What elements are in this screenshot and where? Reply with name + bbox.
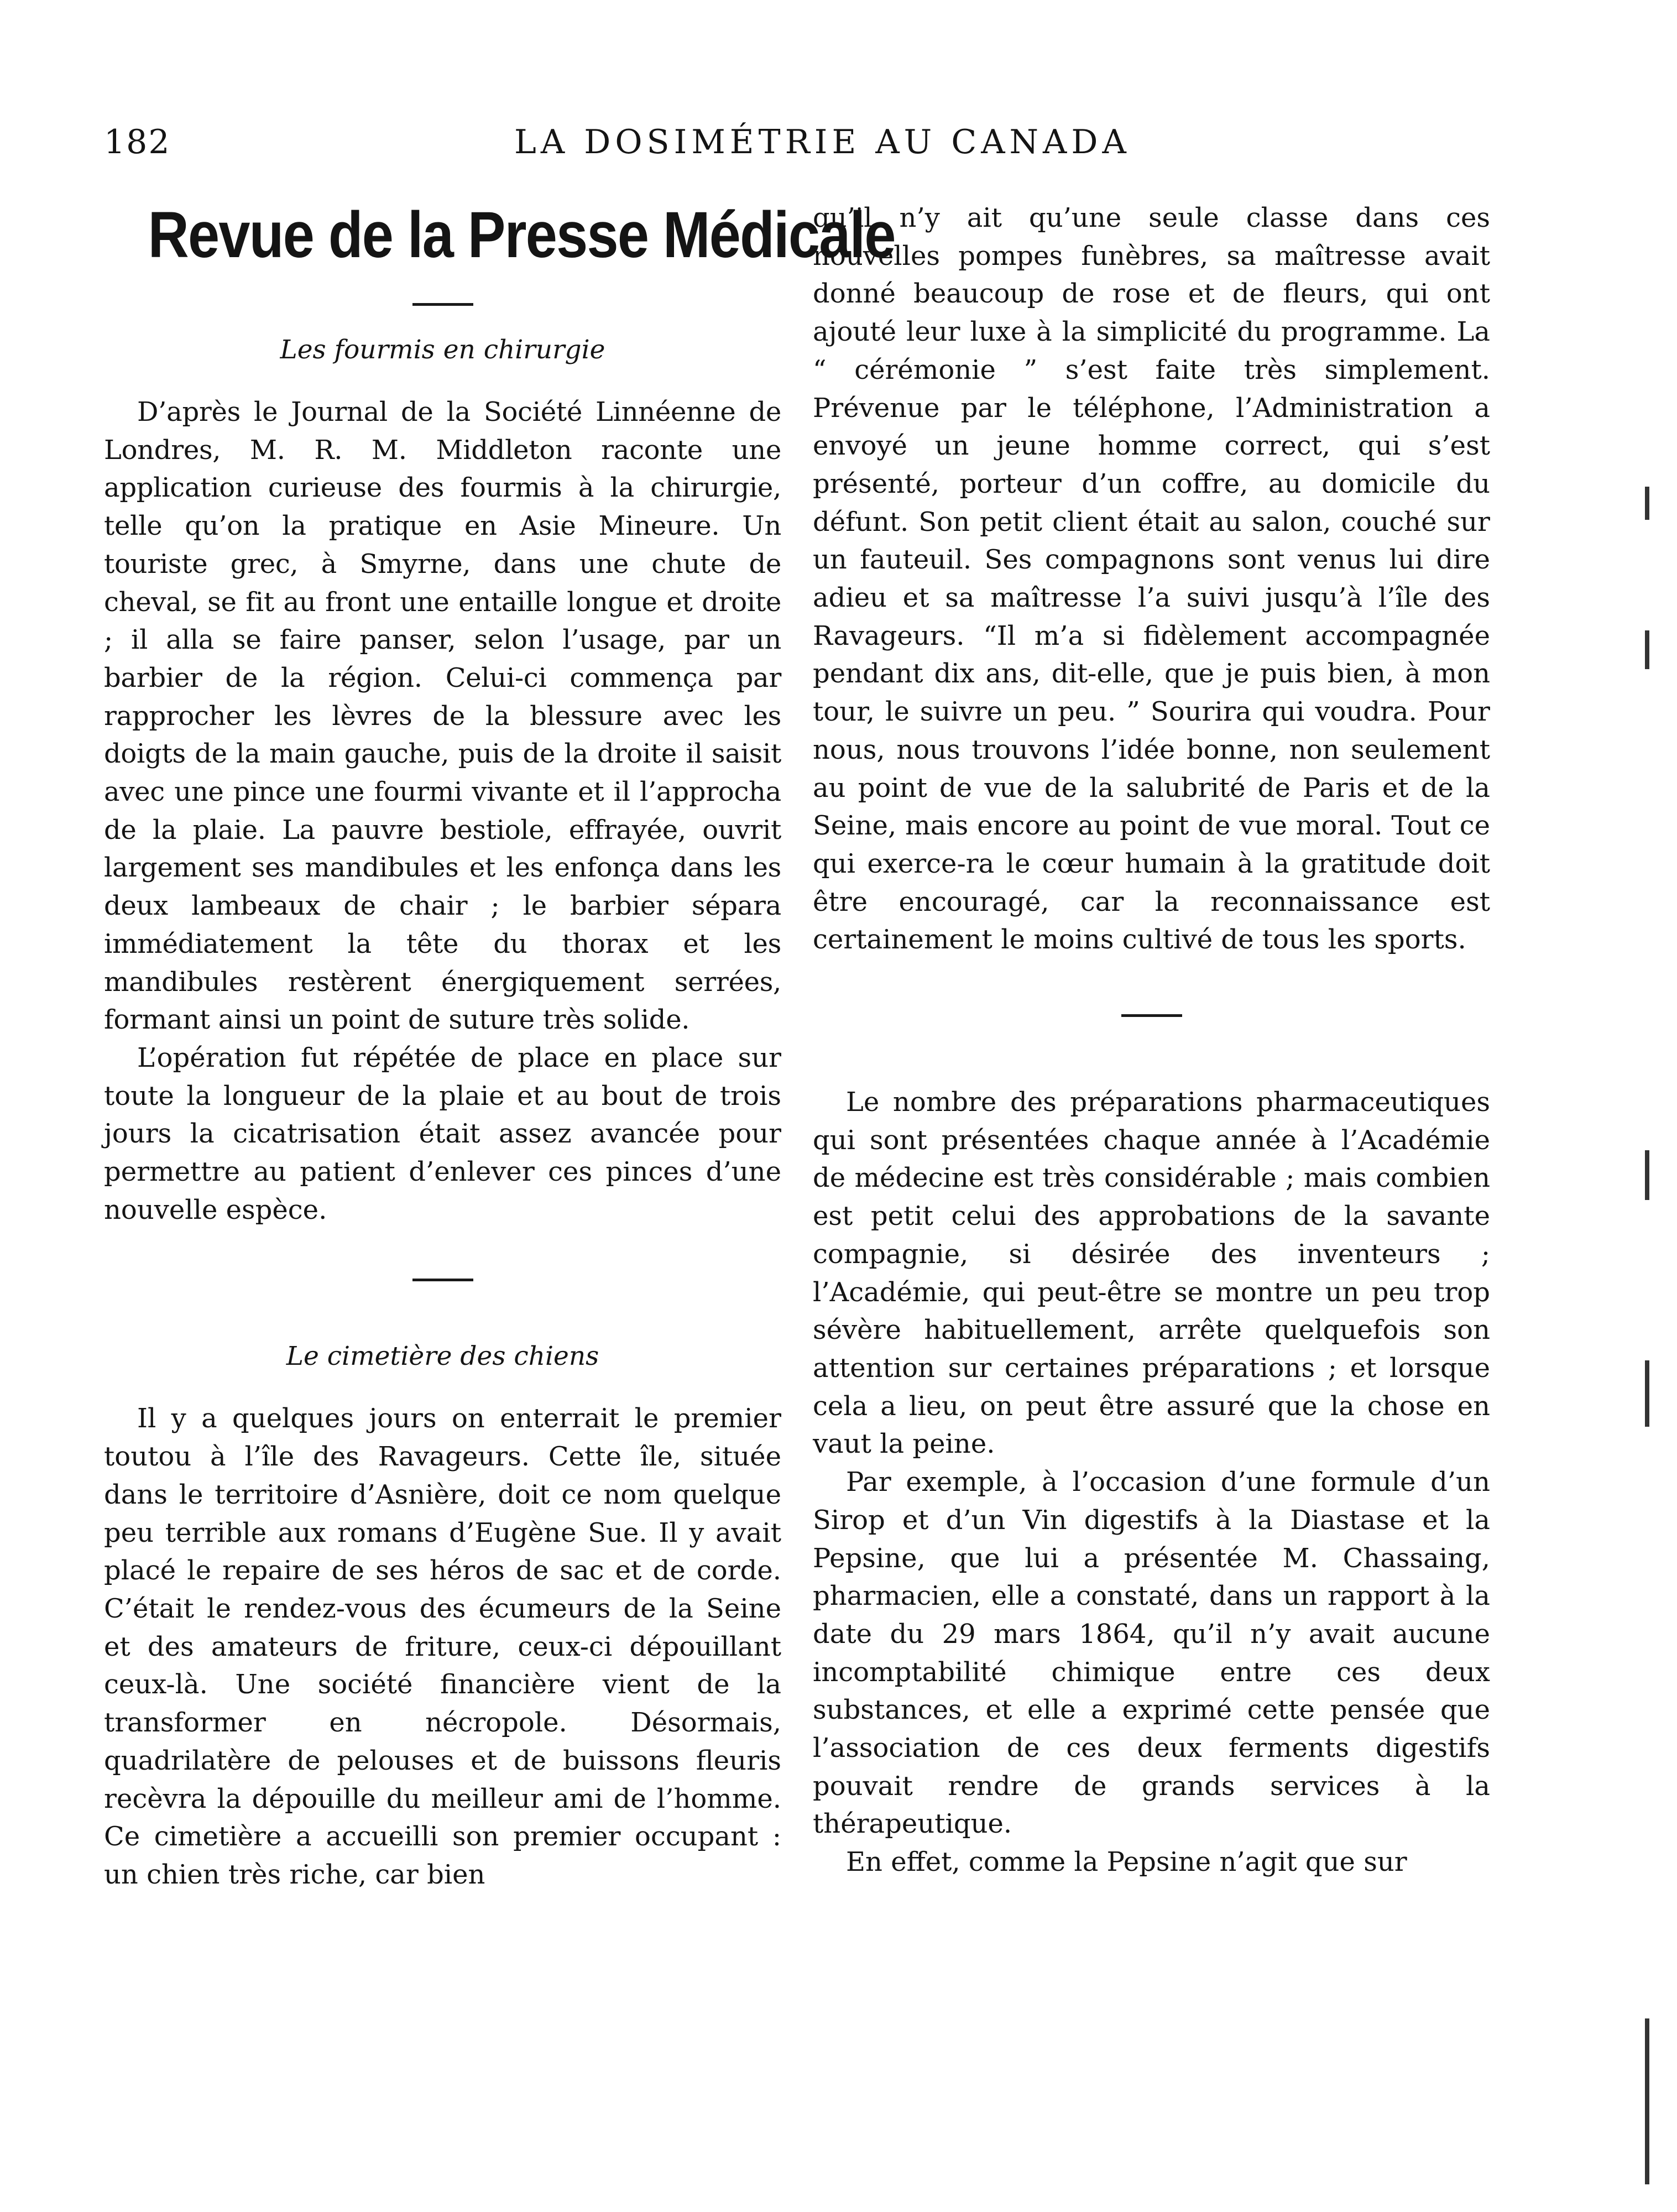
section-heading-ants: Les fourmis en chirurgie [280, 335, 605, 365]
ants-paragraph-2: L’opération fut répétée de place en place sur toute la longueur de la plaie et au bout de trois jours la cicatrisation était assez avancée pour permettre au patient d’enlever ces pinces d’une nouvelle espèce. [104, 1042, 781, 1225]
scan-edge-mark [1645, 2018, 1649, 2184]
running-title: LA DOSIMÉTRIE AU CANADA [514, 123, 1131, 161]
section-divider [412, 1279, 473, 1281]
left-column [104, 199, 895, 1894]
cemetery-paragraph-start: Il y a quelques jours on enterrait le premier toutou à l’île des Ravageurs. Cette île, située dans le territoire d’Asnière, doit ce nom quelque peu terrible aux romans d’Eugène Sue. Il y avait placé le repaire de ses héros de sac et de corde. C’était le rendez-vous des écumeurs de la Seine et des amateurs de friture, ceux-ci dépouillant ceux-là. Une société financière vient de la transformer en nécropole. Désormais, quadrilatère de pelouses et de buissons fleuris recèvra la dépouille du meilleur ami de l’homme. Ce cimetière a accueilli son premier occupant : un chien très riche, car bien [104, 1403, 781, 1890]
scan-edge-mark [1645, 1150, 1649, 1200]
page-number: 182 [104, 123, 171, 161]
scan-edge-mark [1645, 1360, 1649, 1427]
section-heading-cemetery: Le cimetière des chiens [286, 1341, 599, 1372]
ants-paragraph-1: D’après le Journal de la Société Linnéenne de Londres, M. R. M. Middleton raconte une application curieuse des fourmis à la chirurgie, telle qu’on la pratique en Asie Mineure. Un touriste grec, à Smyrne, dans une chute de cheval, se fit au front une entaille longue et droite ; il alla se faire panser, selon l’usage, par un barbier de la région. Celui-ci commença par rapprocher les lèvres de la blessure avec les doigts de la main gauche, puis de la droite il saisit avec une pince une fourmi vivante et il l’approcha de la plaie. La pauvre bestiole, effrayée, ouvrit largement ses mandibules et les enfonça dans les deux lambeaux de chair ; le barbier sépara immédiatement la tête du thorax et les mandibules restèrent énergiquement serrées, formant ainsi un point de suture très solide. [104, 397, 781, 1036]
scan-edge-mark [1645, 630, 1649, 669]
section-divider [1121, 1014, 1182, 1017]
scan-edge-mark [1645, 487, 1649, 520]
pharmacy-paragraph-2: Par exemple, à l’occasion d’une formule d’un Sirop et d’un Vin digestifs à la Diastase et la Pepsine, que lui a présentée M. Chassaing, pharmacien, elle a constaté, dans un rapport à la date du 29 mars 1864, qu’il n’y avait aucune incomptabilité chimique entre ces deux substances, et elle a exprimé cette pensée que l’association de ces deux ferments digestifs pouvait rendre de grands services à la thérapeutique. [813, 1467, 1490, 1840]
pharmacy-paragraph-1: Le nombre des préparations pharmaceutiques qui sont présentées chaque année à l’Académie de médecine est très considérable ; mais combien est petit celui des approbations de la savante compagnie, si désirée des inventeurs ; l’Académie, qui peut-être se montre un peu trop sévère habituellement, arrête quelquefois son attention sur certaines préparations ; et lorsque cela a lieu, on peut être assuré que la chose en vaut la peine. [813, 1087, 1490, 1460]
article-title: Revue de la Presse Médicale [148, 199, 895, 272]
pharmacy-paragraph-3: En effet, comme la Pepsine n’agit que sur [846, 1846, 1407, 1878]
cemetery-paragraph-continued: qu’il n’y ait qu’une seule classe dans ces nouvelles pompes funèbres, sa maîtresse avait donné beaucoup de rose et de fleurs, qui ont ajouté leur luxe à la simplicité du programme. La “ cérémonie ” s’est faite très simplement. Prévenue par le téléphone, l’Administration a envoyé un jeune homme correct, qui s’est présenté, porteur d’un coffre, au domicile du défunt. Son petit client était au salon, couché sur un fauteuil. Ses compagnons sont venus lui dire adieu et sa maîtresse l’a suivi jusqu’à l’île des Ravageurs. “Il m’a si fidèlement accompagnée pendant dix ans, dit-elle, que je puis bien, à mon tour, le suivre un peu. ” Sourira qui voudra. Pour nous, nous trouvons l’idée bonne, non seulement au point de vue de la salubrité de Paris et de la Seine, mais encore au point de vue moral. Tout ce qui exerce-ra le cœur humain à la gratitude doit être encouragé, car la reconnaissance est certainement le moins cultivé de tous les sports. [813, 202, 1490, 956]
title-divider [412, 303, 473, 306]
right-column [813, 199, 1490, 1881]
